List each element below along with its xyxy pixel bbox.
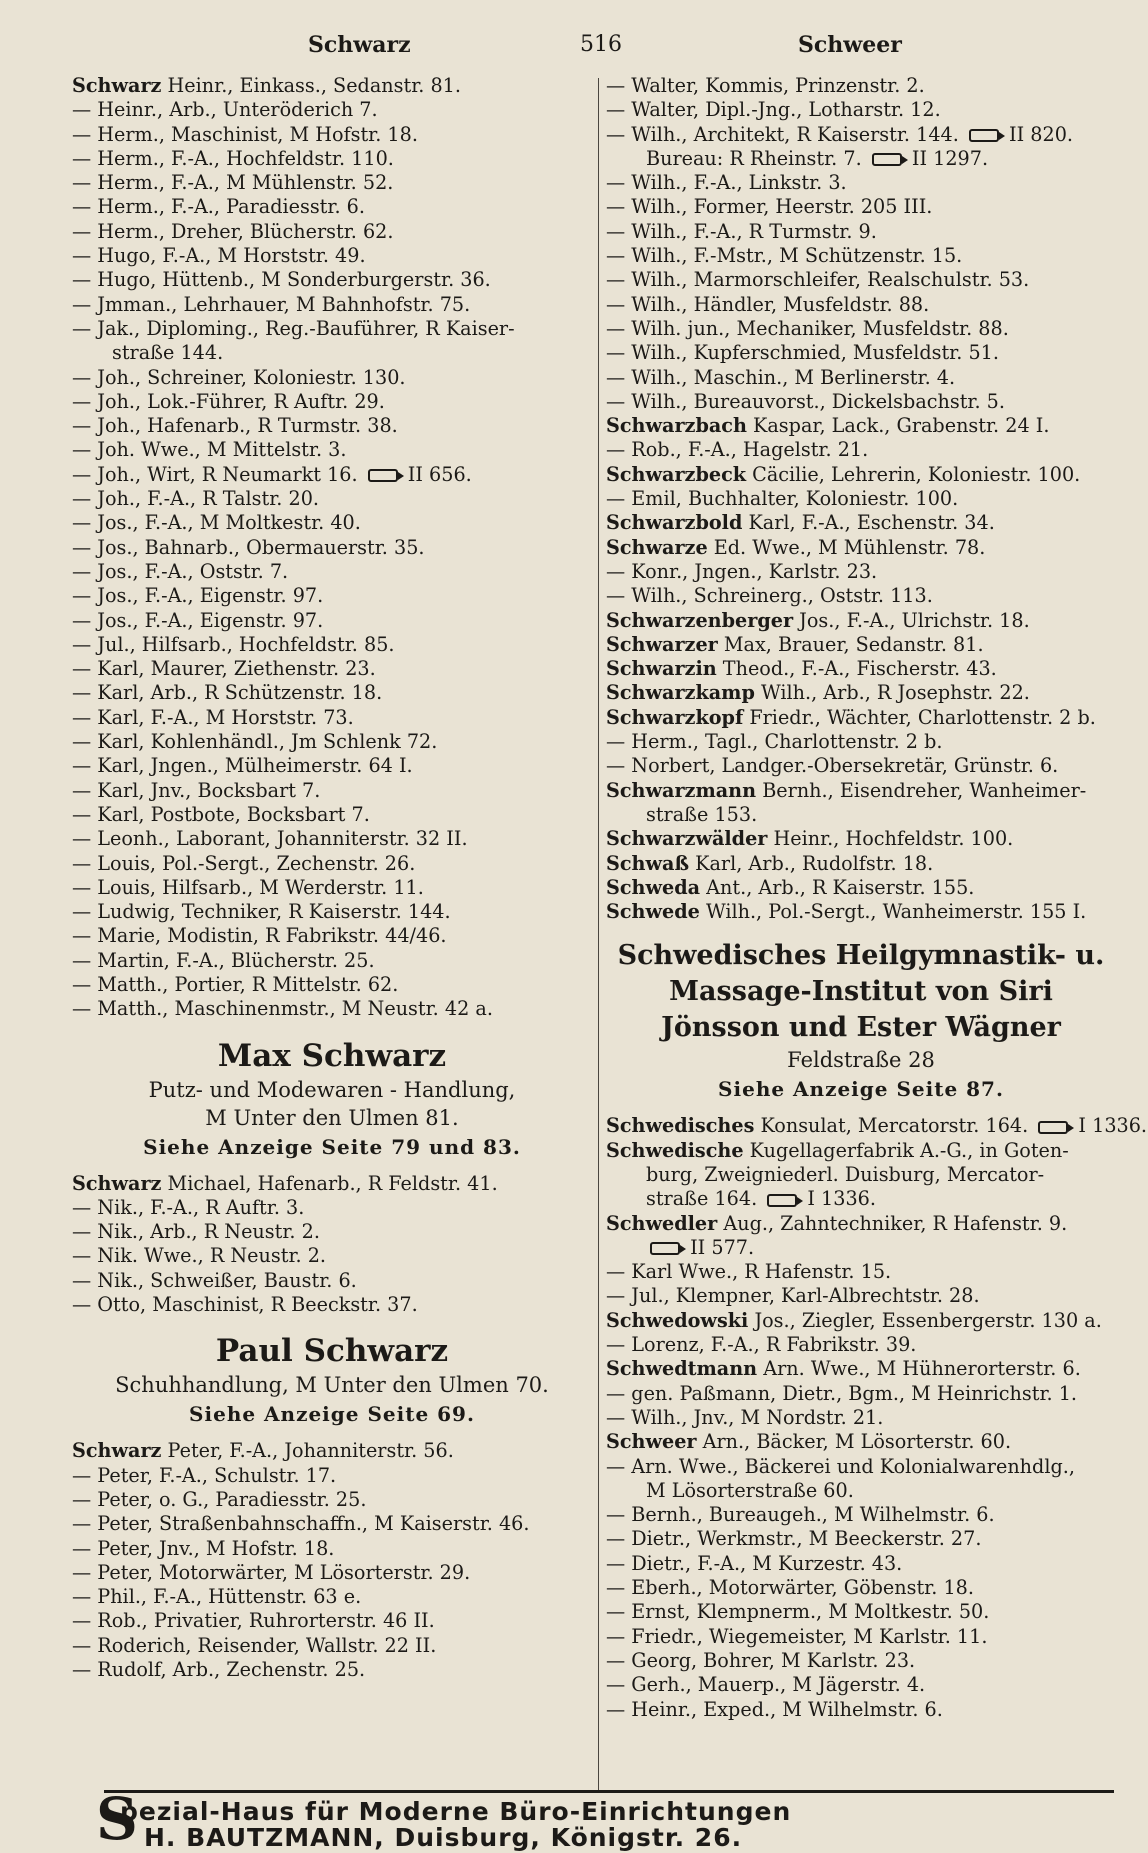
directory-entry: — Peter, Straßenbahnschaffn., M Kaiserstr. 46. (72, 1512, 530, 1536)
header-right-word: Schweer (798, 32, 902, 58)
entry-list (72, 1172, 592, 1318)
entry-list (72, 74, 592, 1022)
telephone-icon (368, 469, 398, 482)
directory-entry: — Ludwig, Techniker, R Kaiserstr. 144. (72, 900, 451, 924)
directory-entry: — Friedr., Wiegemeister, M Karlstr. 11. (606, 1624, 988, 1648)
directory-entry: — Matth., Portier, R Mittelstr. 62. (72, 972, 399, 996)
ad-title: Schwedisches Heilgymnastik- u. (617, 940, 1105, 972)
directory-entry: Schwede Wilh., Pol.-Sergt., Wanheimerstr. 155 I. (606, 900, 1087, 924)
directory-entry: Schwarzwälder Heinr., Hochfeldstr. 100. (606, 827, 1014, 851)
directory-entry: — Louis, Pol.-Sergt., Zechenstr. 26. (72, 851, 416, 875)
directory-entry: — Nik. Wwe., R Neustr. 2. (72, 1244, 327, 1268)
column-divider (598, 78, 599, 1793)
directory-entry: — Wilh., Former, Heerstr. 205 III. (606, 195, 933, 219)
directory-entry: — Karl, Arb., R Schützenstr. 18. (72, 681, 383, 705)
ad-reference: Siehe Anzeige Seite 79 und 83. (143, 1134, 521, 1159)
directory-entry: — Rob., F.-A., Hagelstr. 21. (606, 438, 869, 462)
directory-entry: Schwarz Peter, F.-A., Johanniterstr. 56. (72, 1439, 454, 1463)
directory-entry: — Karl, Postbote, Bocksbart 7. (72, 802, 370, 826)
directory-entry: — Georg, Bohrer, M Karlstr. 23. (606, 1648, 916, 1672)
directory-entry: — Joh., Wirt, R Neumarkt 16. II 656. (72, 462, 472, 486)
telephone-icon (872, 153, 902, 166)
directory-entry: Schwarzkopf Friedr., Wächter, Charlottenstr. 2 b. (606, 705, 1096, 729)
directory-entry: Schweda Ant., Arb., R Kaiserstr. 155. (606, 875, 975, 899)
directory-entry: — Wilh., Kupferschmied, Musfeldstr. 51. (606, 341, 999, 365)
directory-entry: — Walter, Dipl.-Jng., Lotharstr. 12. (606, 98, 941, 122)
ad-line: Feldstraße 28 (787, 1048, 935, 1073)
directory-entry: — Wilh., Jnv., M Nordstr. 21. (606, 1405, 884, 1429)
directory-entry: — Konr., Jngen., Karlstr. 23. (606, 559, 878, 583)
directory-entry: — Peter, Motorwärter, M Lösorterstr. 29. (72, 1560, 471, 1584)
directory-entry: — Herm., F.-A., Hochfeldstr. 110. (72, 146, 394, 170)
directory-entry: — Nik., F.-A., R Auftr. 3. (72, 1195, 305, 1219)
directory-entry: Schwarzenberger Jos., F.-A., Ulrichstr. 18. (606, 608, 1030, 632)
directory-entry: Schwedische Kugellagerfabrik A.-G., in Goten- (606, 1138, 1069, 1162)
directory-entry: — Emil, Buchhalter, Koloniestr. 100. (606, 487, 959, 511)
directory-entry: Schwarzmann Bernh., Eisendreher, Wanheimer- (606, 778, 1087, 802)
directory-entry: — Martin, F.-A., Blücherstr. 25. (72, 948, 375, 972)
page-number: 516 (580, 32, 622, 57)
ad-line: Schuhhandlung, M Unter den Ulmen 70. (115, 1373, 549, 1398)
directory-entry: — gen. Paßmann, Dietr., Bgm., M Heinrichstr. 1. (606, 1381, 1078, 1405)
directory-entry: Schwarz Michael, Hafenarb., R Feldstr. 41. (72, 1171, 498, 1195)
directory-entry: — Heinr., Arb., Unteröderich 7. (72, 98, 378, 122)
directory-entry: — Leonh., Laborant, Johanniterstr. 32 II. (72, 827, 468, 851)
directory-entry: Schwarzer Max, Brauer, Sedanstr. 81. (606, 632, 984, 656)
right-column (606, 74, 1148, 1722)
directory-entry: — Karl Wwe., R Hafenstr. 15. (606, 1260, 892, 1284)
directory-entry: — Wilh. jun., Mechaniker, Musfeldstr. 88. (606, 316, 1009, 340)
telephone-icon (650, 1242, 680, 1255)
directory-entry: Schwarzbach Kaspar, Lack., Grabenstr. 24 I. (606, 414, 1050, 438)
footer-line: pezial-Haus für Moderne Büro-Einrichtungen (120, 1797, 792, 1826)
directory-entry: Schwaß Karl, Arb., Rudolfstr. 18. (606, 851, 934, 875)
footer-line: H. BAUTZMANN, Duisburg, Königstr. 26. (144, 1823, 743, 1852)
directory-entry: — Arn. Wwe., Bäckerei und Kolonialwarenhdlg., (606, 1454, 1075, 1478)
directory-entry: Bureau: R Rheinstr. 7. II 1297. (646, 146, 989, 170)
directory-entry: — Otto, Maschinist, R Beeckstr. 37. (72, 1293, 418, 1317)
directory-entry: — Wilh., Marmorschleifer, Realschulstr. 53. (606, 268, 1030, 292)
directory-entry: — Wilh., F.-Mstr., M Schützenstr. 15. (606, 244, 963, 268)
ad-title: Jönsson und Ester Wägner (661, 1012, 1061, 1044)
directory-entry: — Eberh., Motorwärter, Göbenstr. 18. (606, 1576, 974, 1600)
directory-entry: straße 153. (646, 802, 758, 826)
directory-entry: — Karl, Jnv., Bocksbart 7. (72, 778, 321, 802)
directory-entry: — Dietr., Werkmstr., M Beeckerstr. 27. (606, 1527, 982, 1551)
directory-entry: — Joh., Lok.-Führer, R Auftr. 29. (72, 389, 385, 413)
directory-entry: burg, Zweigniederl. Duisburg, Mercator- (646, 1162, 1045, 1186)
ad-line: M Unter den Ulmen 81. (205, 1105, 459, 1130)
directory-entry: — Jul., Hilfsarb., Hochfeldstr. 85. (72, 632, 395, 656)
directory-entry: — Jul., Klempner, Karl-Albrechtstr. 28. (606, 1284, 980, 1308)
directory-entry: — Herm., F.-A., Paradiesstr. 6. (72, 195, 365, 219)
ad-line: Putz- und Modewaren - Handlung, (148, 1077, 516, 1102)
directory-entry: — Herm., Maschinist, M Hofstr. 18. (72, 122, 418, 146)
directory-entry: — Wilh., Bureauvorst., Dickelsbachstr. 5. (606, 389, 1005, 413)
directory-entry: — Wilh., F.-A., Linkstr. 3. (606, 171, 847, 195)
directory-entry: — Walter, Kommis, Prinzenstr. 2. (606, 74, 925, 97)
directory-entry: Schwarzbeck Cäcilie, Lehrerin, Koloniestr. 100. (606, 462, 1081, 486)
running-header (0, 26, 1148, 66)
directory-entry: — Herm., Dreher, Blücherstr. 62. (72, 219, 394, 243)
directory-entry: — Roderich, Reisender, Wallstr. 22 II. (72, 1633, 437, 1657)
directory-entry: — Hugo, F.-A., M Horststr. 49. (72, 244, 366, 268)
directory-entry: — Wilh., Schreinerg., Oststr. 113. (606, 584, 933, 608)
directory-entry: — Ernst, Klempnerm., M Moltkestr. 50. (606, 1600, 990, 1624)
directory-entry: — Gerh., Mauerp., M Jägerstr. 4. (606, 1673, 926, 1697)
directory-entry: — Joh., Hafenarb., R Turmstr. 38. (72, 414, 398, 438)
directory-entry: — Rob., Privatier, Ruhrorterstr. 46 II. (72, 1609, 435, 1633)
directory-entry: Schwedler Aug., Zahntechniker, R Hafenstr. 9. (606, 1211, 1068, 1235)
directory-entry: — Jak., Diploming., Reg.-Bauführer, R Kaiser- (72, 316, 515, 340)
directory-entry: — Jos., F.-A., Eigenstr. 97. (72, 608, 324, 632)
directory-entry: — Jos., Bahnarb., Obermauerstr. 35. (72, 535, 425, 559)
ad-schwedisches-institut (606, 938, 1116, 1104)
directory-entry: — Bernh., Bureaugeh., M Wilhelmstr. 6. (606, 1503, 995, 1527)
directory-entry: — Karl, Maurer, Ziethenstr. 23. (72, 657, 376, 681)
directory-entry: — Nik., Arb., R Neustr. 2. (72, 1220, 320, 1244)
directory-entry: — Karl, Jngen., Mülheimerstr. 64 I. (72, 754, 413, 778)
directory-entry: — Hugo, Hüttenb., M Sonderburgerstr. 36. (72, 268, 491, 292)
directory-entry: — Jos., F.-A., Eigenstr. 97. (72, 584, 324, 608)
directory-entry: Schwarze Ed. Wwe., M Mühlenstr. 78. (606, 535, 986, 559)
directory-entry: — Matth., Maschinenmstr., M Neustr. 42 a. (72, 997, 493, 1021)
telephone-icon (767, 1194, 797, 1207)
directory-entry: — Wilh., Händler, Musfeldstr. 88. (606, 292, 930, 316)
directory-entry: II 577. (606, 1236, 1116, 1260)
telephone-icon (969, 129, 999, 142)
directory-entry: — Karl, Kohlenhändl., Jm Schlenk 72. (72, 730, 438, 754)
footer-initial: S (96, 1785, 138, 1853)
directory-entry: M Lösorterstraße 60. (646, 1478, 854, 1502)
ad-title: Paul Schwarz (215, 1333, 449, 1370)
directory-entry: — Joh., F.-A., R Talstr. 20. (72, 487, 320, 511)
entry-list (606, 74, 1116, 924)
directory-entry: Schwarzkamp Wilh., Arb., R Josephstr. 22. (606, 681, 1030, 705)
directory-entry: straße 164. I 1336. (646, 1187, 876, 1211)
directory-entry: — Wilh., F.-A., R Turmstr. 9. (606, 219, 877, 243)
telephone-icon (1038, 1121, 1068, 1134)
directory-entry: — Nik., Schweißer, Baustr. 6. (72, 1268, 357, 1292)
directory-entry: Schwarzin Theod., F.-A., Fischerstr. 43. (606, 657, 997, 681)
header-left-word: Schwarz (308, 32, 411, 58)
directory-entry: — Phil., F.-A., Hüttenstr. 63 e. (72, 1585, 362, 1609)
directory-entry: — Louis, Hilfsarb., M Werderstr. 11. (72, 875, 424, 899)
entry-list (72, 1439, 592, 1682)
directory-entry: — Wilh., Maschin., M Berlinerstr. 4. (606, 365, 956, 389)
directory-entry: — Jmman., Lehrhauer, M Bahnhofstr. 75. (72, 292, 471, 316)
directory-entry: — Lorenz, F.-A., R Fabrikstr. 39. (606, 1333, 917, 1357)
directory-entry: — Joh., Schreiner, Koloniestr. 130. (72, 365, 406, 389)
ad-title: Max Schwarz (217, 1037, 447, 1074)
directory-entry: — Wilh., Architekt, R Kaiserstr. 144. II 820. (606, 122, 1074, 146)
directory-entry: Schwedisches Konsulat, Mercatorstr. 164. I 1336. (606, 1114, 1148, 1138)
directory-entry: — Peter, o. G., Paradiesstr. 25. (72, 1487, 367, 1511)
left-column (72, 74, 592, 1682)
directory-entry: — Peter, Jnv., M Hofstr. 18. (72, 1536, 335, 1560)
footer-advertisement (96, 1785, 1114, 1853)
ad-title: Massage-Institut von Siri (669, 976, 1053, 1008)
directory-entry: — Marie, Modistin, R Fabrikstr. 44/46. (72, 924, 447, 948)
directory-entry: — Karl, F.-A., M Horststr. 73. (72, 705, 354, 729)
directory-entry: — Jos., F.-A., Oststr. 7. (72, 559, 289, 583)
directory-entry: — Norbert, Landger.-Obersekretär, Grünstr. 6. (606, 754, 1059, 778)
ad-max-schwarz (72, 1036, 592, 1162)
entry-list (606, 1114, 1148, 1721)
directory-entry: Schwedtmann Arn. Wwe., M Hühnerorterstr. 6. (606, 1357, 1081, 1381)
directory-entry: Schwedowski Jos., Ziegler, Essenbergerstr. 130 a. (606, 1308, 1102, 1332)
ad-reference: Siehe Anzeige Seite 69. (189, 1402, 475, 1427)
directory-entry: — Dietr., F.-A., M Kurzestr. 43. (606, 1551, 903, 1575)
directory-entry: — Rudolf, Arb., Zechenstr. 25. (72, 1658, 366, 1682)
directory-entry: Schwarzbold Karl, F.-A., Eschenstr. 34. (606, 511, 995, 535)
directory-entry: — Herm., Tagl., Charlottenstr. 2 b. (606, 730, 943, 754)
directory-entry: — Peter, F.-A., Schulstr. 17. (72, 1463, 337, 1487)
ad-paul-schwarz (72, 1331, 592, 1429)
directory-entry: Schwarz Heinr., Einkass., Sedanstr. 81. (72, 74, 461, 97)
directory-entry: — Herm., F.-A., M Mühlenstr. 52. (72, 171, 394, 195)
ad-reference: Siehe Anzeige Seite 87. (718, 1077, 1004, 1102)
directory-entry: Schweer Arn., Bäcker, M Lösorterstr. 60. (606, 1430, 1012, 1454)
directory-entry: — Heinr., Exped., M Wilhelmstr. 6. (606, 1697, 943, 1721)
directory-entry: — Jos., F.-A., M Moltkestr. 40. (72, 511, 361, 535)
directory-entry: — Joh. Wwe., M Mittelstr. 3. (72, 438, 347, 462)
directory-entry: straße 144. (112, 341, 224, 365)
